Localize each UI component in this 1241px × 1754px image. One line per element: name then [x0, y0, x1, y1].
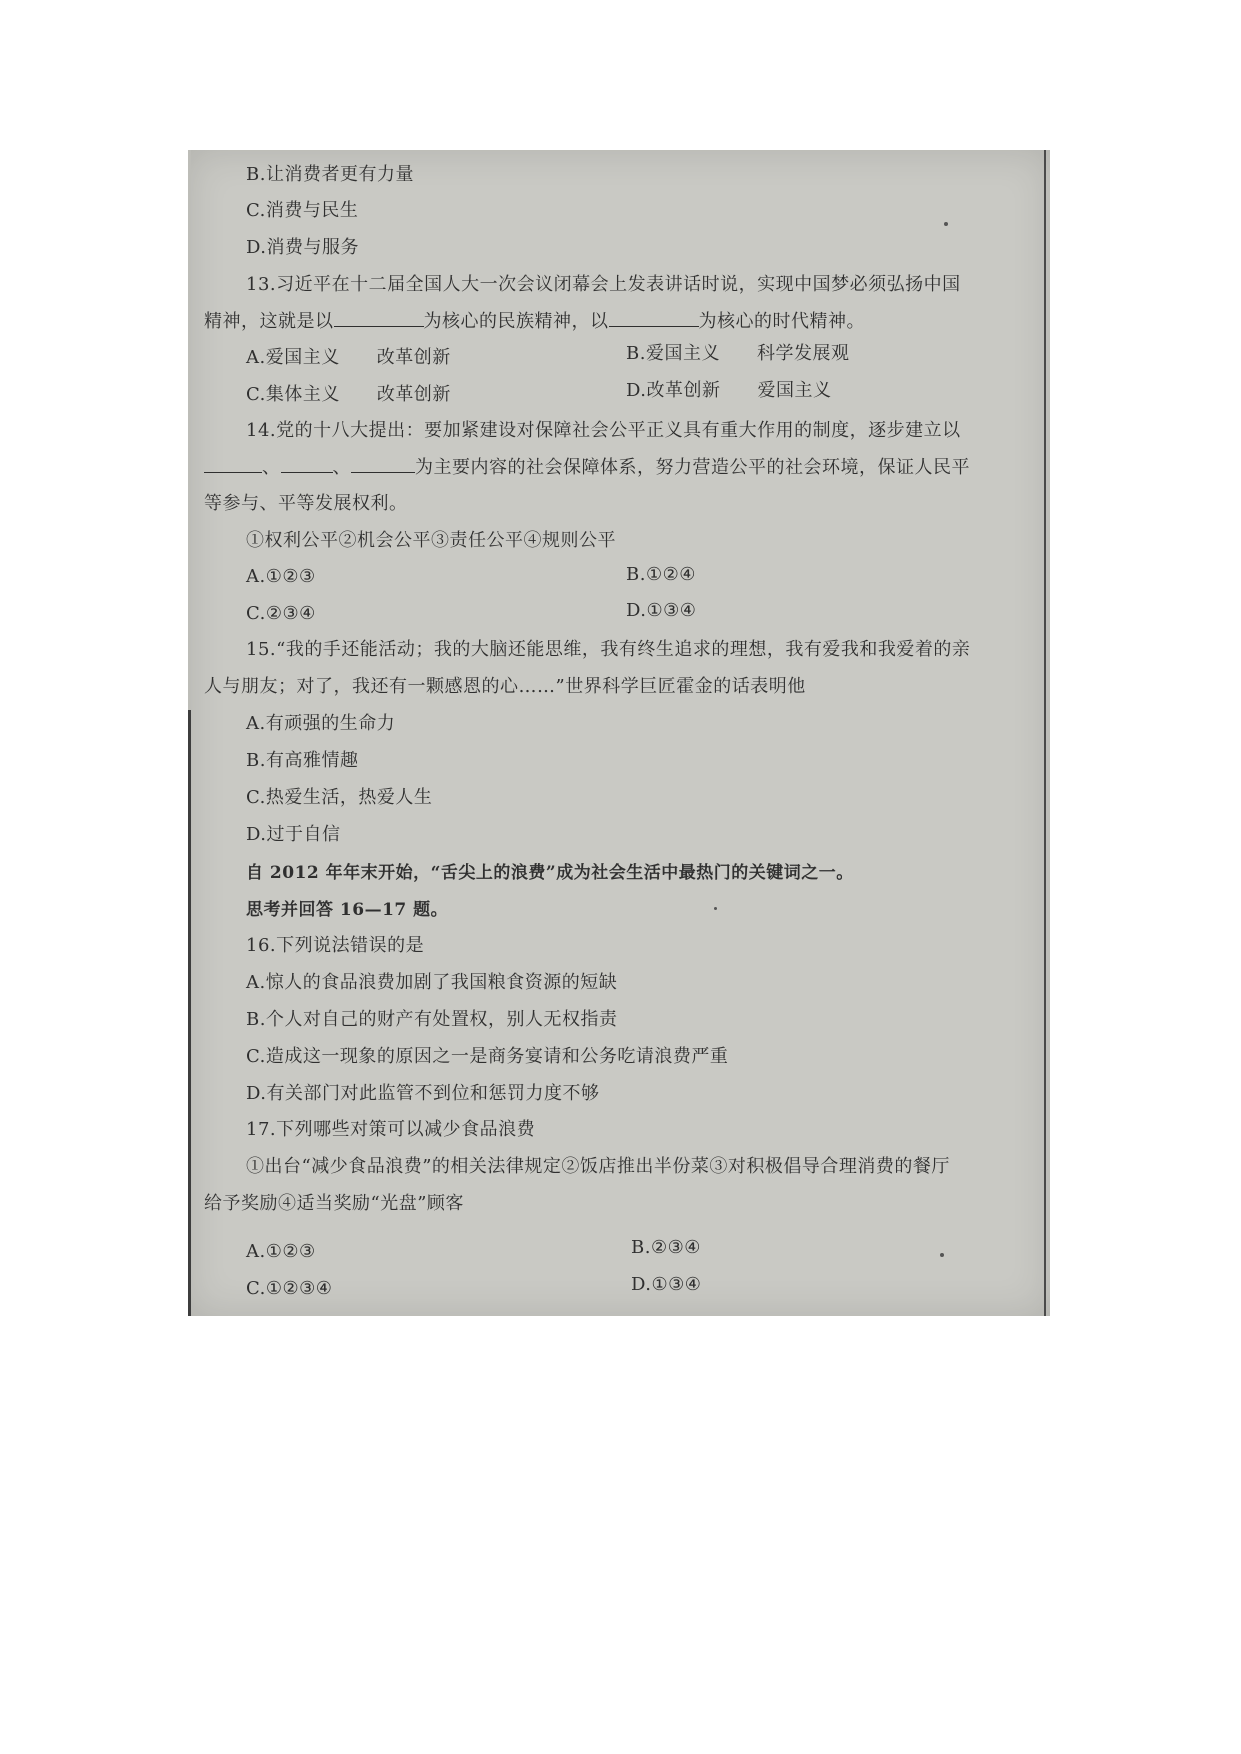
- answer-blank: [351, 456, 415, 473]
- q12-option-c: C.消费与民生: [246, 200, 359, 221]
- answer-blank: [281, 456, 333, 473]
- scan-right-edge: [1044, 150, 1046, 1316]
- scanned-exam-page: [188, 150, 1050, 1316]
- q15-option-a: A.有顽强的生命力: [246, 713, 396, 734]
- q14-stem-line2: [204, 456, 970, 479]
- q14-option-b: B.①②④: [626, 564, 696, 585]
- q17-option-b: B.②③④: [631, 1237, 701, 1258]
- q15-option-d: D.过于自信: [246, 824, 341, 845]
- q16-option-d: D.有关部门对此监管不到位和惩罚力度不够: [246, 1083, 600, 1104]
- scan-left-edge-light: [188, 150, 191, 790]
- q14-separator: 、: [262, 457, 281, 478]
- q13-option-c: C.集体主义 改革创新: [246, 384, 451, 405]
- q14-items: ①权利公平②机会公平③责任公平④规则公平: [246, 530, 616, 551]
- scan-speck: [944, 222, 948, 226]
- q14-option-c: C.②③④: [246, 603, 316, 624]
- q13-option-b: B.爱国主义 科学发展观: [626, 343, 850, 364]
- q15-option-b: B.有高雅情趣: [246, 750, 359, 771]
- passage-line1: 自 2012 年年末开始，“舌尖上的浪费”成为社会生活中最热门的关键词之一。: [246, 863, 854, 883]
- q13-stem-part-b: 为核心的民族精神，以: [423, 311, 609, 332]
- q17-items-line2: 给予奖励④适当奖励“光盘”顾客: [204, 1193, 464, 1214]
- q15-stem-line2: 人与朋友；对了，我还有一颗感恩的心……”世界科学巨匠霍金的话表明他: [204, 676, 806, 697]
- q14-stem-line3: 等参与、平等发展权利。: [204, 493, 408, 514]
- scan-left-edge-dark: [188, 710, 191, 1316]
- q17-option-d: D.①③④: [631, 1274, 702, 1295]
- q13-stem-part-a: 精神，这就是以: [204, 311, 334, 332]
- q16-option-b: B.个人对自己的财产有处置权，别人无权指责: [246, 1009, 618, 1030]
- q13-stem-part-c: 为核心的时代精神。: [698, 311, 865, 332]
- q17-option-a: A.①②③: [246, 1241, 316, 1262]
- scan-speck: [940, 1253, 944, 1257]
- q14-stem-text: 为主要内容的社会保障体系，努力营造公平的社会环境，保证人民平: [415, 457, 970, 478]
- q12-option-d: D.消费与服务: [246, 237, 360, 258]
- answer-blank: [609, 310, 699, 327]
- q16-option-a: A.惊人的食品浪费加剧了我国粮食资源的短缺: [246, 972, 618, 993]
- q15-option-c: C.热爱生活，热爱人生: [246, 787, 433, 808]
- q13-stem-line2: [204, 310, 865, 333]
- q17-option-c: C.①②③④: [246, 1278, 333, 1299]
- q13-stem-line1: 13.习近平在十二届全国人大一次会议闭幕会上发表讲话时说，实现中国梦必须弘扬中国: [246, 274, 961, 295]
- q14-stem-line1: 14.党的十八大提出：要加紧建设对保障社会公平正义具有重大作用的制度，逐步建立以: [246, 420, 961, 441]
- q14-option-a: A.①②③: [246, 566, 316, 587]
- answer-blank: [204, 456, 262, 473]
- q14-separator: 、: [332, 457, 351, 478]
- q17-stem: 17.下列哪些对策可以减少食品浪费: [246, 1119, 536, 1140]
- q14-option-d: D.①③④: [626, 600, 697, 621]
- q13-option-d: D.改革创新 爱国主义: [626, 380, 832, 401]
- q12-option-b: B.让消费者更有力量: [246, 164, 414, 185]
- answer-blank: [334, 310, 424, 327]
- q15-stem-line1: 15.“我的手还能活动；我的大脑还能思维，我有终生追求的理想，我有爱我和我爱着的亲: [246, 639, 971, 660]
- q17-items-line1: ①出台“减少食品浪费”的相关法律规定②饭店推出半份菜③对积极倡导合理消费的餐厅: [246, 1156, 950, 1177]
- q16-stem: 16.下列说法错误的是: [246, 935, 425, 956]
- q16-option-c: C.造成这一现象的原因之一是商务宴请和公务吃请浪费严重: [246, 1046, 729, 1067]
- q13-option-a: A.爱国主义 改革创新: [246, 347, 451, 368]
- passage-line2: 思考并回答 16—17 题。: [246, 900, 449, 920]
- scan-speck: [714, 907, 717, 910]
